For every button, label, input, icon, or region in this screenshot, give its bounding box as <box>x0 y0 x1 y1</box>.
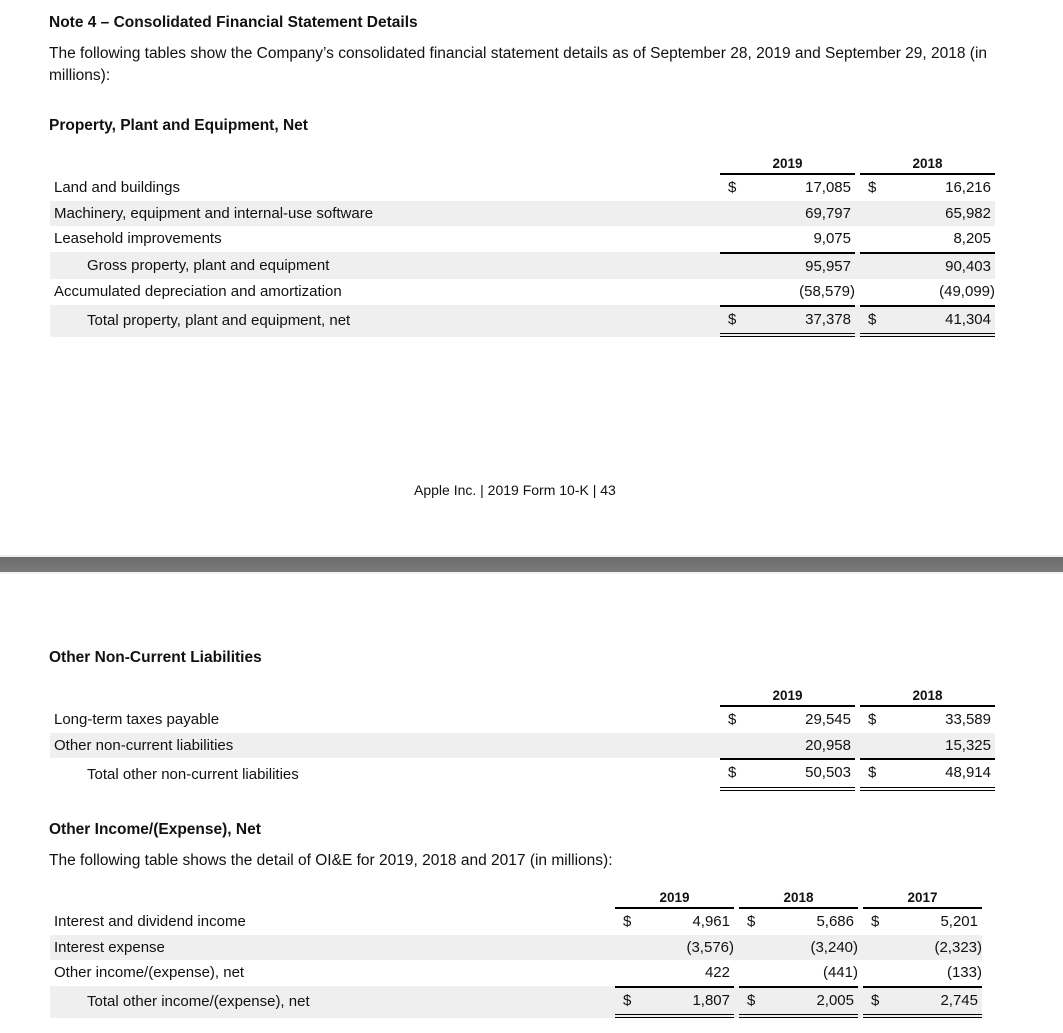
oncl-heading: Other Non-Current Liabilities <box>49 649 262 666</box>
row-label: Total property, plant and equipment, net <box>50 305 720 338</box>
row-label: Total other non-current liabilities <box>87 765 299 783</box>
currency-symbol: $ <box>868 179 877 197</box>
page-footer: Apple Inc. | 2019 Form 10-K | 43 <box>414 482 616 498</box>
currency-symbol: $ <box>623 913 632 931</box>
value-2019: (58,579) <box>799 283 855 301</box>
value-2018: 5,686 <box>816 913 854 931</box>
value-2017: 5,201 <box>940 913 978 931</box>
value-2019: 29,545 <box>805 711 851 729</box>
currency-symbol: $ <box>860 758 895 791</box>
column-header-2019: 2019 <box>720 151 855 175</box>
currency-symbol <box>615 960 650 986</box>
column-header-2018: 2018 <box>860 683 995 707</box>
table-row <box>50 201 995 227</box>
page-break-divider <box>0 555 1063 574</box>
table-row <box>50 935 982 961</box>
currency-symbol <box>860 733 895 759</box>
value-2018: 16,216 <box>945 179 991 197</box>
oie-heading: Other Income/(Expense), Net <box>49 821 261 838</box>
note-title: Note 4 – Consolidated Financial Statement Details <box>49 14 418 31</box>
value-2018: (49,099) <box>939 283 995 301</box>
value-2018: 15,325 <box>895 733 995 759</box>
currency-symbol: $ <box>860 305 895 338</box>
value-2018: (3,240) <box>774 935 858 961</box>
column-header-2019: 2019 <box>720 683 855 707</box>
currency-symbol <box>860 252 895 280</box>
value-2018: 90,403 <box>895 252 995 280</box>
row-label: Other income/(expense), net <box>54 964 245 982</box>
value-2018: 8,205 <box>953 230 991 248</box>
table-row-total <box>50 305 995 338</box>
currency-symbol: $ <box>739 986 774 1019</box>
row-label: Interest and dividend income <box>54 913 246 931</box>
value-2019: 9,075 <box>813 230 851 248</box>
row-label: Machinery, equipment and internal-use software <box>50 201 720 227</box>
row-label: Land and buildings <box>54 179 180 197</box>
value-2018: 65,982 <box>895 201 995 227</box>
ppe-table <box>50 151 995 337</box>
oie-intro: The following table shows the detail of OI&E for 2019, 2018 and 2017 (in millions): <box>49 852 613 869</box>
value-2019: 422 <box>704 964 730 982</box>
row-label: Accumulated depreciation and amortization <box>54 283 342 301</box>
currency-symbol <box>863 935 898 961</box>
table-row <box>50 226 995 252</box>
currency-symbol <box>739 935 774 961</box>
currency-symbol <box>739 960 774 986</box>
column-header-2019: 2019 <box>615 885 734 909</box>
column-header-2018: 2018 <box>739 885 858 909</box>
row-label: Total other income/(expense), net <box>50 986 615 1019</box>
table-row-total <box>50 758 995 791</box>
currency-symbol: $ <box>615 986 650 1019</box>
note-intro: The following tables show the Company’s consolidated financial statement details as of September 28, 2019 and September 29, 2018 (in millions): <box>49 45 988 84</box>
value-2018: 48,914 <box>895 758 995 791</box>
row-label: Gross property, plant and equipment <box>50 252 720 280</box>
currency-symbol: $ <box>863 986 898 1019</box>
currency-symbol: $ <box>720 305 755 338</box>
currency-symbol: $ <box>728 179 737 197</box>
table-row <box>50 279 995 305</box>
table-header-row <box>50 885 982 909</box>
value-2019: 4,961 <box>692 913 730 931</box>
table-row-total <box>50 986 982 1019</box>
table-row <box>50 175 995 201</box>
column-header-2018: 2018 <box>860 151 995 175</box>
value-2019: 50,503 <box>755 758 855 791</box>
oncl-table <box>50 683 995 791</box>
value-2018: 33,589 <box>945 711 991 729</box>
table-row <box>50 733 995 759</box>
row-label: Other non-current liabilities <box>50 733 720 759</box>
row-label: Long-term taxes payable <box>54 711 220 729</box>
currency-symbol: $ <box>747 913 756 931</box>
value-2018: 2,005 <box>774 986 858 1019</box>
column-header-2017: 2017 <box>863 885 982 909</box>
value-2017: (133) <box>946 964 982 982</box>
currency-symbol <box>860 226 895 252</box>
currency-symbol <box>720 733 755 759</box>
currency-symbol: $ <box>871 913 880 931</box>
value-2017: 2,745 <box>898 986 982 1019</box>
table-header-row <box>50 683 995 707</box>
value-2019: (3,576) <box>650 935 734 961</box>
value-2019: 37,378 <box>755 305 855 338</box>
table-header-row <box>50 151 995 175</box>
currency-symbol <box>863 960 898 986</box>
value-2018: (441) <box>822 964 858 982</box>
table-row <box>50 909 982 935</box>
value-2018: 41,304 <box>895 305 995 338</box>
row-label: Interest expense <box>50 935 615 961</box>
currency-symbol <box>720 201 755 227</box>
currency-symbol <box>860 279 895 305</box>
value-2019: 20,958 <box>755 733 855 759</box>
currency-symbol: $ <box>868 711 877 729</box>
value-2017: (2,323) <box>898 935 982 961</box>
row-label: Leasehold improvements <box>54 230 222 248</box>
currency-symbol: $ <box>728 711 737 729</box>
table-row-subtotal <box>50 252 995 280</box>
value-2019: 69,797 <box>755 201 855 227</box>
currency-symbol <box>720 252 755 280</box>
ppe-heading: Property, Plant and Equipment, Net <box>49 117 308 134</box>
value-2019: 1,807 <box>650 986 734 1019</box>
oie-table <box>50 885 982 1018</box>
value-2019: 17,085 <box>805 179 851 197</box>
currency-symbol <box>720 279 755 305</box>
currency-symbol <box>720 226 755 252</box>
currency-symbol <box>615 935 650 961</box>
value-2019: 95,957 <box>755 252 855 280</box>
currency-symbol: $ <box>720 758 755 791</box>
table-row <box>50 707 995 733</box>
table-row <box>50 960 982 986</box>
currency-symbol <box>860 201 895 227</box>
